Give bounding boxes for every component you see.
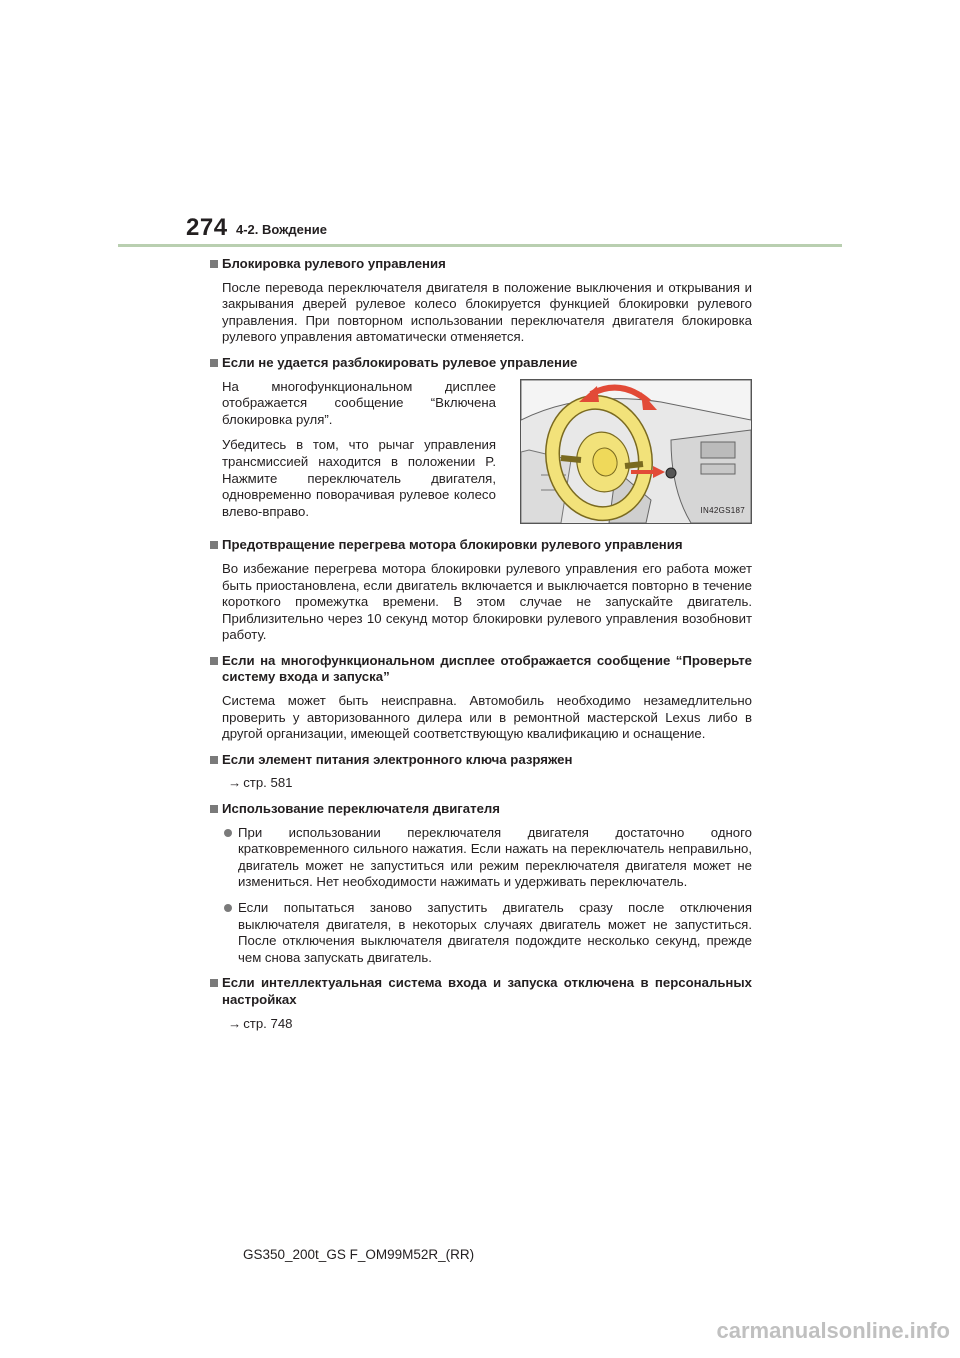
page-reference-748[interactable]: → стр. 748 xyxy=(228,1015,293,1031)
square-bullet-icon xyxy=(210,541,218,549)
page-number: 274 xyxy=(186,214,228,241)
heading-unlock-failure: Если не удается разблокировать рулевое управление xyxy=(210,355,752,372)
paragraph-display-message: На многофункциональном дисплее отображается сообщение “Включена блокировка руля”. xyxy=(222,378,496,427)
round-bullet-icon xyxy=(224,829,232,837)
arrow-right-icon: → xyxy=(228,775,242,791)
heading-key-battery: Если элемент питания электронного ключа разряжен xyxy=(210,752,752,769)
figure-block xyxy=(210,379,752,530)
heading-smart-entry-disabled: Если интеллектуальная система входа и запуска отключена в персональных настройках xyxy=(210,975,752,1008)
square-bullet-icon xyxy=(210,805,218,813)
section-title: 4-2. Вождение xyxy=(236,222,327,237)
paragraph-unlock-instructions: Убедитесь в том, что рычаг управления трансмиссией находится в положении P. Нажмите переключатель двигателя, одновременно поворачивая рулевое колесо влево-вправо. xyxy=(222,437,496,519)
square-bullet-icon xyxy=(210,260,218,268)
figure-text xyxy=(210,379,496,530)
footer-model-code: GS350_200t_GS F_OM99M52R_(RR) xyxy=(243,1247,475,1262)
arrow-right-icon: → xyxy=(228,1015,242,1031)
heading-engine-switch-usage: Использование переключателя двигателя xyxy=(210,801,752,818)
heading-steering-lock: Блокировка рулевого управления xyxy=(210,256,752,273)
square-bullet-icon xyxy=(210,657,218,665)
bullet-item: При использовании переключателя двигателя достаточно одного кратковременного сильного нажатия. Если нажать на переключатель неправильно, двигатель может не запуститься или режим переключателя двигателя может не измениться. Нет необходимости нажимать и удерживать переключатель. xyxy=(210,825,752,891)
paragraph-overheat-prevention: Во избежание перегрева мотора блокировки рулевого управления его работа может быть приостановлена, если двигатель включается и выключается повторно в течение короткого промежутка времени. В этом случае не запускайте двигатель. Приблизительно через 10 секунд мотор блокировки рулевого управления возобновит работу. xyxy=(222,560,752,643)
paragraph-steering-lock: После перевода переключателя двигателя в положение выключения и открывания и закрывания дверей рулевое колесо блокируется функцией блокировки рулевого управления. При повторном использовании переключателя двигателя блокировка рулевого управления автоматически отменяется. xyxy=(222,279,752,345)
square-bullet-icon xyxy=(210,979,218,987)
round-bullet-icon xyxy=(224,904,232,912)
steering-wheel-drawing xyxy=(521,380,751,523)
steering-wheel-illustration xyxy=(520,379,752,524)
heading-overheat-prevention: Предотвращение перегрева мотора блокировки рулевого управления xyxy=(210,537,752,554)
figure-code: IN42GS187 xyxy=(700,505,745,515)
paragraph-check-system-message: Система может быть неисправна. Автомобиль необходимо незамедлительно проверить у авторизованного дилера или в ремонтной мастерской Lexus либо в другой организации, имеющей соответствующую квалификацию и оснащение. xyxy=(222,693,752,742)
page-reference-581[interactable]: → стр. 581 xyxy=(228,775,293,791)
watermark: carmanualsonline.info xyxy=(716,1318,950,1343)
header-rule xyxy=(118,244,842,247)
square-bullet-icon xyxy=(210,359,218,367)
main-content xyxy=(210,256,752,1041)
bullet-item: Если попытаться заново запустить двигатель сразу после отключения выключателя двигателя, в некоторых случаях двигатель может не запуститься. После отключения выключателя двигателя подождите несколько секунд, прежде чем снова запускать двигатель. xyxy=(210,900,752,966)
heading-check-system-message: Если на многофункциональном дисплее отображается сообщение “Проверьте систему входа и запуска” xyxy=(210,653,752,686)
square-bullet-icon xyxy=(210,756,218,764)
